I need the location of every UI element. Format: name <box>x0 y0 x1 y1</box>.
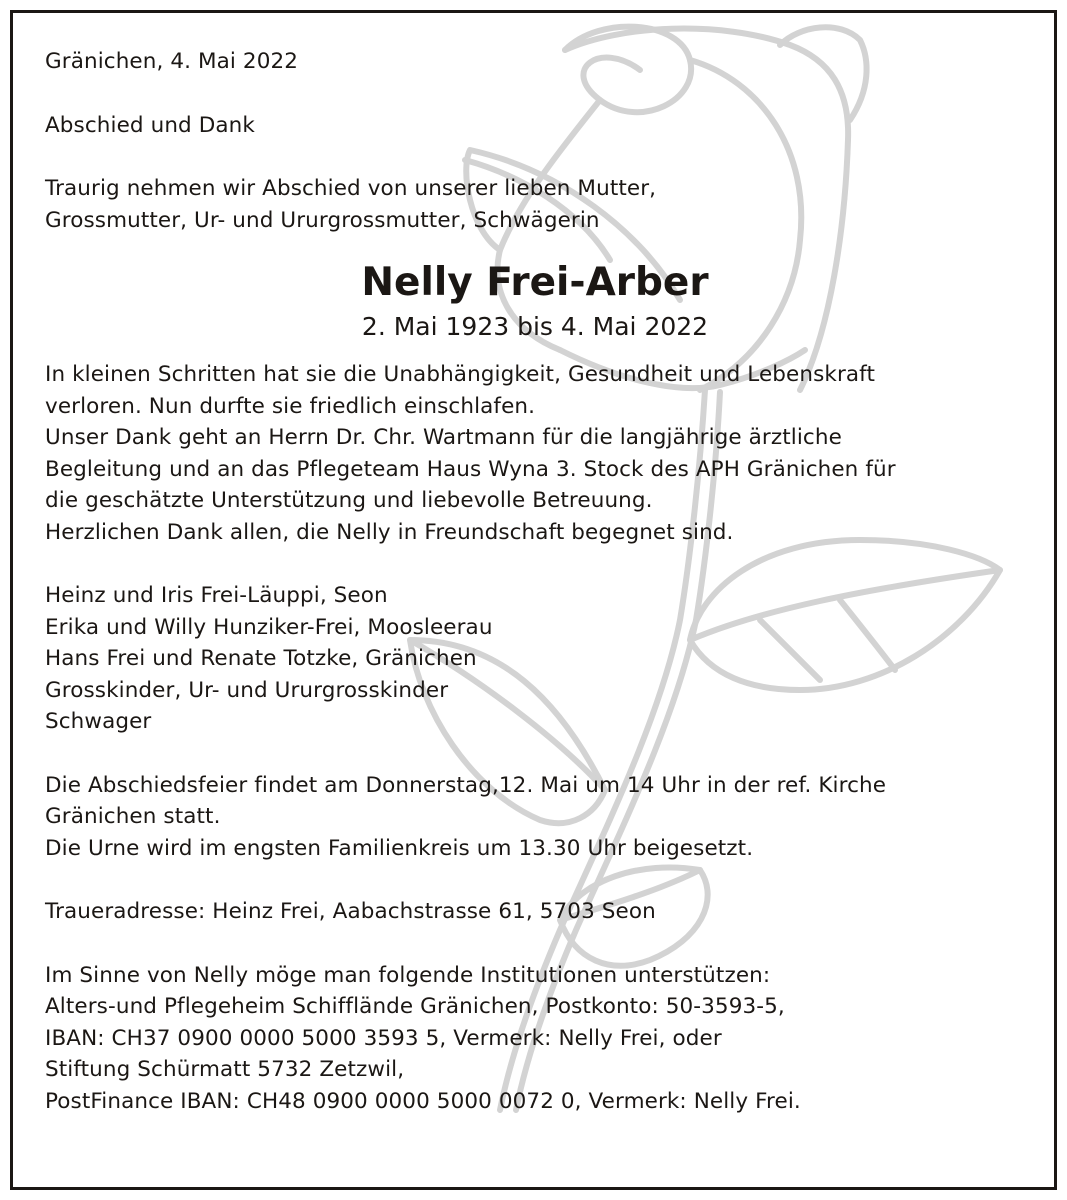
intro-line: Traurig nehmen wir Abschied von unserer lieben Mutter, <box>45 176 657 201</box>
spacer <box>45 78 1025 110</box>
spacer <box>45 928 1025 960</box>
spacer <box>45 548 1025 580</box>
mourner-line: Grosskinder, Ur- und Ururgrosskinder <box>45 677 449 703</box>
message-line: In kleinen Schritten hat sie die Unabhängigkeit, Gesundheit und Lebenskraft <box>45 362 875 387</box>
message-line: verloren. Nun durfte sie friedlich einschlafen. <box>45 393 536 419</box>
mourner-line: Schwager <box>45 709 152 734</box>
donation-line: Alters-und Pflegeheim Schiffländе Gränichen, Postkonto: 50-3593-5, <box>45 994 785 1019</box>
message-line: Unser Dank geht an Herrn Dr. Chr. Wartmann für die langjährige ärztliche <box>45 425 842 450</box>
donation-line: Stiftung Schürmatt 5732 Zetzwil, <box>45 1057 405 1082</box>
ceremony-line: Die Abschiedsfeier findet am Donnerstag,12. Mai um 14 Uhr in der ref. Kirche <box>45 772 887 798</box>
message-line: Begleitung und an das Pflegeteam Haus Wyna 3. Stock des APH Gränichen für <box>45 456 896 482</box>
message-line: die geschätzte Unterstützung und liebevolle Betreuung. <box>45 488 653 513</box>
deceased-name: Nelly Frei-Arber <box>361 260 709 305</box>
donation-line: IBAN: CH37 0900 0000 5000 3593 5, Vermerk: Nelly Frei, oder <box>45 1025 722 1051</box>
mourner-line: Erika und Willy Hunziker-Frei, Moosleerau <box>45 614 493 640</box>
spacer <box>45 141 1025 173</box>
mourning-address: Traueradresse: Heinz Frei, Aabachstrasse 61, 5703 Seon <box>45 899 656 924</box>
message-line: Herzlichen Dank allen, die Nelly in Freundschaft begegnet sind. <box>45 519 734 545</box>
deceased-dates: 2. Mai 1923 bis 4. Mai 2022 <box>361 312 709 341</box>
ceremony-line: Die Urne wird im engsten Familienkreis um 13.30 Uhr beigesetzt. <box>45 835 754 861</box>
mourner-line: Hans Frei und Renate Totzke, Gränichen <box>45 646 477 671</box>
donation-line: PostFinance IBAN: CH48 0900 0000 5000 0072 0, Vermerk: Nelly Frei. <box>45 1088 801 1114</box>
ceremony-line: Gränichen statt. <box>45 804 221 829</box>
spacer <box>45 864 1025 896</box>
obituary-text <box>45 46 1025 1117</box>
spacer <box>45 738 1025 770</box>
notice-title: Abschied und Dank <box>45 112 255 138</box>
mourner-line: Heinz und Iris Frei-Läuppi, Seon <box>45 583 388 608</box>
donation-line: Im Sinne von Nelly möge man folgende Institutionen unterstützen: <box>45 962 771 988</box>
place-date: Gränichen, 4. Mai 2022 <box>45 49 299 74</box>
intro-line: Grossmutter, Ur- und Ururgrossmutter, Schwägerin <box>45 207 600 233</box>
